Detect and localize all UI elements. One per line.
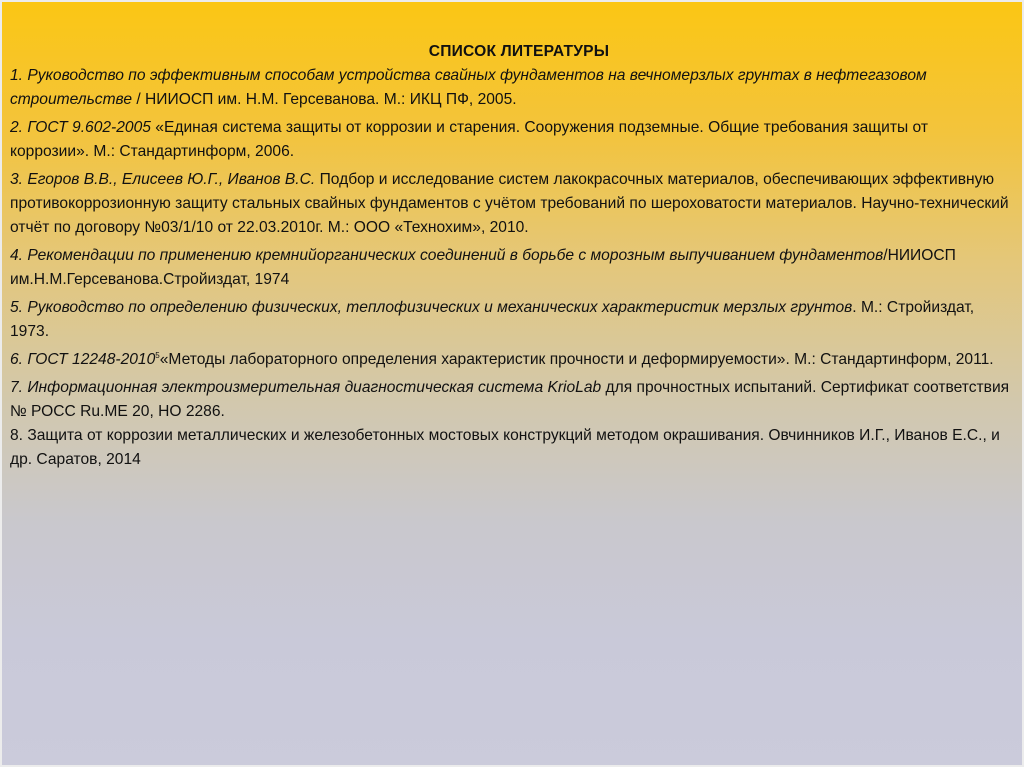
reference-item-8 — [10, 424, 1010, 472]
superscript-mark: 5 — [155, 350, 160, 360]
reference-italic: 7. Информационная электроизмерительная диагностическая система KrioLab — [10, 379, 602, 396]
page-title: СПИСОК ЛИТЕРАТУРЫ — [428, 43, 610, 60]
reference-item-6 — [10, 348, 1010, 372]
reference-item-2 — [10, 116, 1010, 164]
reference-italic: 5. Руководство по определению физических, теплофизических и механических характеристик мерзлых грунтов — [10, 299, 853, 316]
reference-text: / НИИОСП им. Н.М. Герсеванова. М.: ИКЦ ПФ, 2005. — [132, 91, 517, 108]
reference-text: /НИИОСП им.Н.М.Герсеванова.Стройиздат, 1974 — [10, 247, 956, 288]
reference-italic: 4. Рекомендации по применению кремнийорганических соединений в борьбе с морозным выпучиванием фундаментов — [10, 247, 884, 264]
reference-text: «Единая система защиты от коррозии и старения. Сооружения подземные. Общие требования защиты от коррозии». М.: Стандартинформ, 2006. — [10, 119, 928, 160]
reference-italic: 1. Руководство по эффективным способам устройства свайных фундаментов на вечномерзлых грунтах в нефтегазовом строительстве — [10, 67, 927, 108]
reference-text: 8. Защита от коррозии металлических и железобетонных мостовых конструкций методом окрашивания. Овчинников И.Г., Иванов Е.С., и др. Саратов, 2014 — [10, 427, 1000, 468]
reference-italic: 2. ГОСТ 9.602-2005 — [10, 119, 151, 136]
reference-item-7 — [10, 376, 1010, 424]
reference-item-5 — [10, 296, 1010, 344]
reference-item-3 — [10, 168, 1010, 240]
reference-item-1 — [10, 64, 1010, 112]
reference-text: Подбор и исследование систем лакокрасочных материалов, обеспечивающих эффективную противокоррозионную защиту стальных свайных фундаментов с учётом требований по шероховатости материалов. Научно-технический отчёт по договору №03/1/10 от 22.03.2010г. М.: ООО «Технохим», 2010. — [10, 171, 1009, 236]
reference-list — [10, 40, 1010, 472]
reference-italic: 6. ГОСТ 12248-2010 — [10, 351, 156, 368]
reference-text: для прочностных испытаний. Сертификат соответствия № РОСС Ru.МЕ 20, НО 2286. — [10, 379, 1010, 420]
reference-text: «Методы лабораторного определения характеристик прочности и деформируемости». М.: Стандартинформ, 2011. — [159, 351, 994, 368]
reference-italic: 3. Егоров В.В., Елисеев Ю.Г., Иванов В.С. — [10, 171, 316, 188]
reference-item-4 — [10, 244, 1010, 292]
reference-text: . М.: Стройиздат, 1973. — [10, 299, 975, 340]
